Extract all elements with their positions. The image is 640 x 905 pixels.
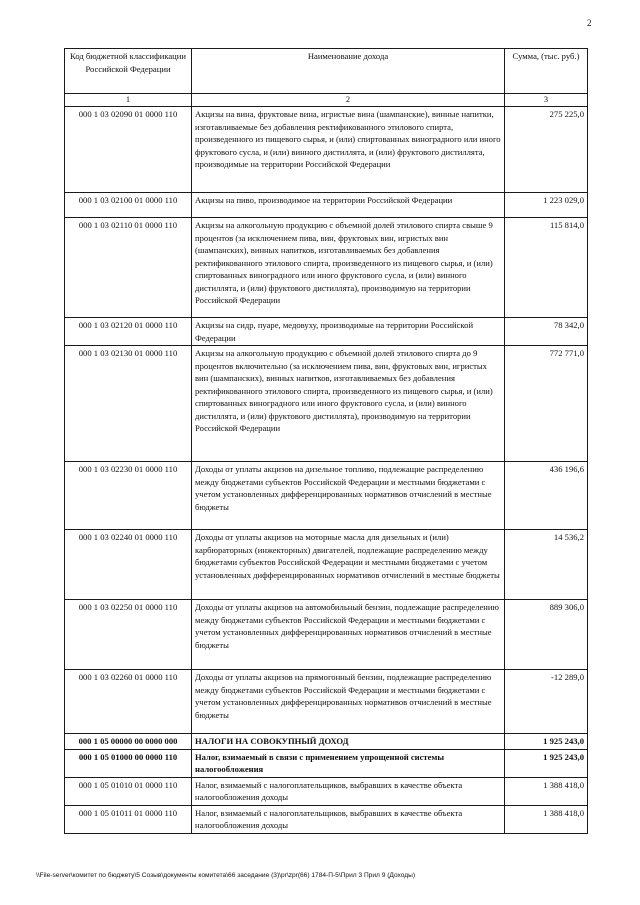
row-sum: 772 771,0 bbox=[505, 346, 588, 462]
row-sum: 1 223 029,0 bbox=[505, 193, 588, 218]
row-name: Доходы от уплаты акцизов на прямогонный бензин, подлежащие распределению между бюджетами субъектов Российской Федерации и местными бюджетами с учетом установленных дифференцированных нормативов отчислений в местные бюджеты bbox=[192, 670, 505, 734]
row-code: 000 1 03 02100 01 0000 110 bbox=[65, 193, 192, 218]
row-code: 000 1 03 02110 01 0000 110 bbox=[65, 218, 192, 318]
table-row bbox=[65, 193, 588, 218]
column-number-row bbox=[65, 94, 588, 107]
row-name: Доходы от уплаты акцизов на моторные масла для дизельных и (или) карбюраторных (инжекторных) двигателей, подлежащие распределению между бюджетами субъектов Российской Федерации и местными бюджетами с учетом установленных дифференцированных нормативов отчислений в местные бюджеты bbox=[192, 530, 505, 600]
row-code: 000 1 05 01000 00 0000 110 bbox=[65, 749, 192, 777]
row-name: Налог, взимаемый с налогоплательщиков, выбравших в качестве объекта налогообложения доходы bbox=[192, 777, 505, 805]
row-code: 000 1 05 00000 00 0000 000 bbox=[65, 734, 192, 750]
table-header-row bbox=[65, 49, 588, 94]
table-row bbox=[65, 318, 588, 346]
row-code: 000 1 03 02230 01 0000 110 bbox=[65, 462, 192, 530]
row-sum: 889 306,0 bbox=[505, 600, 588, 670]
row-sum: 1 388 418,0 bbox=[505, 777, 588, 805]
row-code: 000 1 05 01011 01 0000 110 bbox=[65, 805, 192, 833]
row-name: Акцизы на алкогольную продукцию с объемной долей этилового спирта свыше 9 процентов (за исключением пива, вин, фруктовых вин, игристых вин (шампанских), винных напитков, изготавливаемых без добавления ректификованного этилового спирта, произведенного из пищевого сырья, и (или) спиртованных виноградного или иного фруктового сусла, и (или) винного дистиллята, и (или) фруктового дистиллята), производимую на территории Российской Федерации bbox=[192, 218, 505, 318]
page-number: 2 bbox=[587, 18, 592, 28]
header-name: Наименование дохода bbox=[192, 49, 505, 94]
row-code: 000 1 03 02090 01 0000 110 bbox=[65, 107, 192, 193]
row-sum: 1 925 243,0 bbox=[505, 749, 588, 777]
table-row bbox=[65, 749, 588, 777]
footer-file-path: \\File-server\комитет по бюджету\5 Созыв\документы комитета\66 заседание (3)\pr\zpr(66) 1784-П-5\Прил 3 Прил 9 (Доходы) bbox=[36, 872, 416, 879]
column-number: 2 bbox=[192, 94, 505, 107]
row-name: Доходы от уплаты акцизов на дизельное топливо, подлежащие распределению между бюджетами субъектов Российской Федерации и местными бюджетами с учетом установленных дифференцированных нормативов отчислений в местные бюджеты bbox=[192, 462, 505, 530]
row-sum: 115 814,0 bbox=[505, 218, 588, 318]
row-name: НАЛОГИ НА СОВОКУПНЫЙ ДОХОД bbox=[192, 734, 505, 750]
row-name: Доходы от уплаты акцизов на автомобильный бензин, подлежащие распределению между бюджетами субъектов Российской Федерации и местными бюджетами с учетом установленных дифференцированных нормативов отчислений в местные бюджеты bbox=[192, 600, 505, 670]
row-name: Акцизы на алкогольную продукцию с объемной долей этилового спирта до 9 процентов включительно (за исключением пива, вин, фруктовых вин, игристых вин (шампанских), винных напитков, изготавливаемых без добавления ректификованного этилового спирта, произведенного из пищевого сырья, и (или) спиртованных виноградного или иного фруктового сусла, и (или) винного дистиллята, и (или) фруктового дистиллята), производимую на территории Российской Федерации bbox=[192, 346, 505, 462]
row-sum: 78 342,0 bbox=[505, 318, 588, 346]
table-row bbox=[65, 218, 588, 318]
row-code: 000 1 03 02120 01 0000 110 bbox=[65, 318, 192, 346]
row-code: 000 1 03 02250 01 0000 110 bbox=[65, 600, 192, 670]
table-row bbox=[65, 734, 588, 750]
row-code: 000 1 03 02240 01 0000 110 bbox=[65, 530, 192, 600]
row-code: 000 1 03 02260 01 0000 110 bbox=[65, 670, 192, 734]
row-sum: -12 289,0 bbox=[505, 670, 588, 734]
table-row bbox=[65, 670, 588, 734]
row-sum: 436 196,6 bbox=[505, 462, 588, 530]
header-sum: Сумма, (тыс. руб.) bbox=[505, 49, 588, 94]
table-row bbox=[65, 530, 588, 600]
row-code: 000 1 05 01010 01 0000 110 bbox=[65, 777, 192, 805]
row-sum: 14 536,2 bbox=[505, 530, 588, 600]
table-row bbox=[65, 107, 588, 193]
row-code: 000 1 03 02130 01 0000 110 bbox=[65, 346, 192, 462]
revenue-table bbox=[64, 48, 588, 834]
table-row bbox=[65, 462, 588, 530]
row-name: Акцизы на пиво, производимое на территории Российской Федерации bbox=[192, 193, 505, 218]
row-sum: 1 925 243,0 bbox=[505, 734, 588, 750]
row-sum: 1 388 418,0 bbox=[505, 805, 588, 833]
column-number: 1 bbox=[65, 94, 192, 107]
table-row bbox=[65, 346, 588, 462]
table-row bbox=[65, 805, 588, 833]
header-code: Код бюджетной классификации Российской Федерации bbox=[65, 49, 192, 94]
table-row bbox=[65, 777, 588, 805]
row-name: Акцизы на сидр, пуаре, медовуху, производимые на территории Российской Федерации bbox=[192, 318, 505, 346]
table-row bbox=[65, 600, 588, 670]
row-sum: 275 225,0 bbox=[505, 107, 588, 193]
row-name: Акцизы на вина, фруктовые вина, игристые вина (шампанские), винные напитки, изготавливаемые без добавления ректификованного этилового спирта, произведенного из пищевого сырья, и (или) спиртованных виноградного или иного фруктового сусла, и (или) винного дистиллята, и (или) фруктового дистиллята, производимые на территории Российской Федерации bbox=[192, 107, 505, 193]
row-name: Налог, взимаемый с налогоплательщиков, выбравших в качестве объекта налогообложения доходы bbox=[192, 805, 505, 833]
column-number: 3 bbox=[505, 94, 588, 107]
row-name: Налог, взимаемый в связи с применением упрощенной системы налогообложения bbox=[192, 749, 505, 777]
